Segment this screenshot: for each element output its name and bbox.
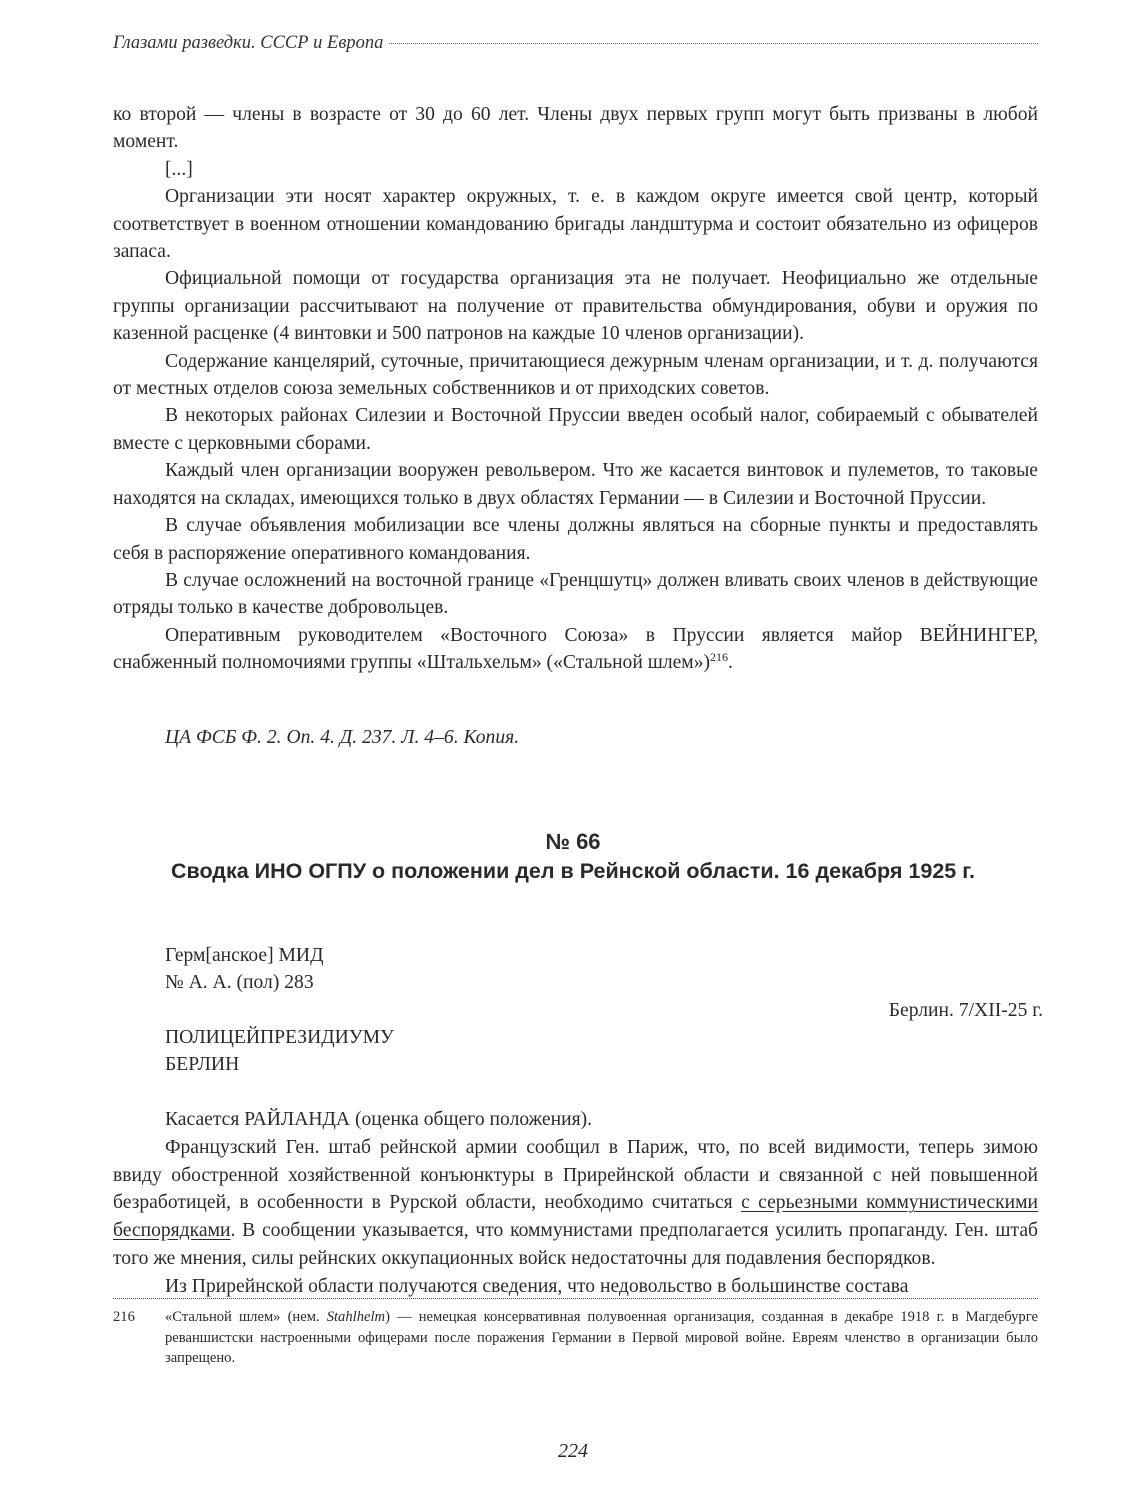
paragraph-text: Оперативным руководителем «Восточного Союза» в Пруссии является майор ВЕЙНИНГЕР, снабженный полномочиями группы «Штальхельм» («Стальной шлем») [113,624,1038,674]
paragraph: Из Прирейнской области получаются сведения, что недовольство в большинстве состава [165,1275,909,1297]
document-body [113,1106,1038,1301]
footnote-text-part: «Стальной шлем» (нем. [165,1309,327,1325]
sender-line: Герм[анское] МИД [165,945,324,966]
footnote-italic-term: Stahlhelm [326,1309,386,1325]
document-title: Сводка ИНО ОГПУ о положении дел в Рейнской области. 16 декабря 1925 г. [171,859,975,883]
header-dotted-rule [389,43,1038,44]
paragraph: Содержание канцелярий, суточные, причитающиеся дежурным членам организации, и т. д. получаются от местных отделов союза земельных собственников и от приходских советов. [113,350,1038,400]
document-number: № 66 [545,829,601,854]
paragraph: В некоторых районах Силезии и Восточной Пруссии введен особый налог, собираемый с обывателей вместе с церковными сборами. [113,405,1038,454]
footnote-text-part: ) — немецкая консервативная полувоенная организация, созданная в декабре 1918 г. в Магдебурге реваншистски настроенными офицерами после поражения Германии в Первой мировой войне. Евреям членство в организации было запрещено. [165,1309,1038,1366]
place-date: Берлин. 7/XII-25 г. [888,1000,1043,1021]
paragraph: Официальной помощи от государства организация эта не получает. Неофициально же отдельные группы организации рассчитывают на получение от правительства обмундирования, обуви и оружия по казенной расценке (4 винтовки и 500 патронов на каждые 10 членов организации). [113,268,1038,345]
addressee: ПОЛИЦЕЙПРЕЗИДИУМУ [165,1027,394,1048]
paragraph: В случае объявления мобилизации все члены должны являться на сборные пункты и предоставлять себя в распоряжение оперативного командования. [113,515,1038,564]
paragraph-text: Французский Ген. штаб рейнской армии сообщил в Париж, что, по всей видимости, теперь зимою ввиду обостренной хозяйственной конъюнктуры в Прирейнской области и связанной с ней повышенной безработицей, в особенности в Рурской области, необходимо считаться [113,1136,1038,1214]
running-header [113,33,1038,54]
paragraph [113,1134,1038,1273]
paragraph: ко второй — члены в возрасте от 30 до 60 лет. Члены двух первых групп могут быть призваны в любой момент. [113,104,1038,153]
running-title: Глазами разведки. СССР и Европа [113,33,384,53]
paragraph: Касается РАЙЛАНДА (оценка общего положения). [165,1109,593,1130]
footnote-text [165,1307,1038,1369]
document-body-continued [113,101,1038,677]
footnote-separator [113,1298,1038,1299]
paragraph: Каждый член организации вооружен револьвером. Что же касается винтовок и пулеметов, то таковые находятся на складах, имеющихся только в двух областях Германии — в Силезии и Восточной Пруссии. [113,460,1038,509]
page-number: 224 [558,1440,588,1462]
paragraph-with-footnote: Оперативным руководителем «Восточного Союза» в Пруссии является майор ВЕЙНИНГЕР, снабженный полномочиями группы «Штальхельм» («Стальной шлем»)$^{216}$. [113,624,1038,674]
footnote [113,1307,1038,1369]
archive-source: ЦА ФСБ Ф. 2. Оп. 4. Д. 237. Л. 4–6. Копия. [165,727,520,748]
paragraph: Организации эти носят характер окружных, т. е. в каждом округе имеется свой центр, который соответствует в военном отношении командованию бригады ландштурма и состоит обязательно из офицеров запаса. [113,186,1038,263]
footnote-number: 216 [113,1309,135,1325]
sender-number: № А. А. (пол) 283 [165,972,314,993]
underlined-text: с серьезными коммунистическими беспорядками [113,1192,1038,1242]
omission-mark: [...] [165,158,193,180]
paragraph: В случае осложнений на восточной границе «Гренцшутц» должен вливать своих членов в действующие отряды только в качестве добровольцев. [113,569,1038,619]
footnote-reference[interactable]: 216 [710,650,729,665]
paragraph-text: . В сообщении указывается, что коммунистами предполагается усилить пропаганду. Ген. штаб того же мнения, силы рейнских оккупационных войск недостаточны для подавления беспорядков. [113,1220,1038,1269]
addressee-city: БЕРЛИН [165,1054,240,1075]
